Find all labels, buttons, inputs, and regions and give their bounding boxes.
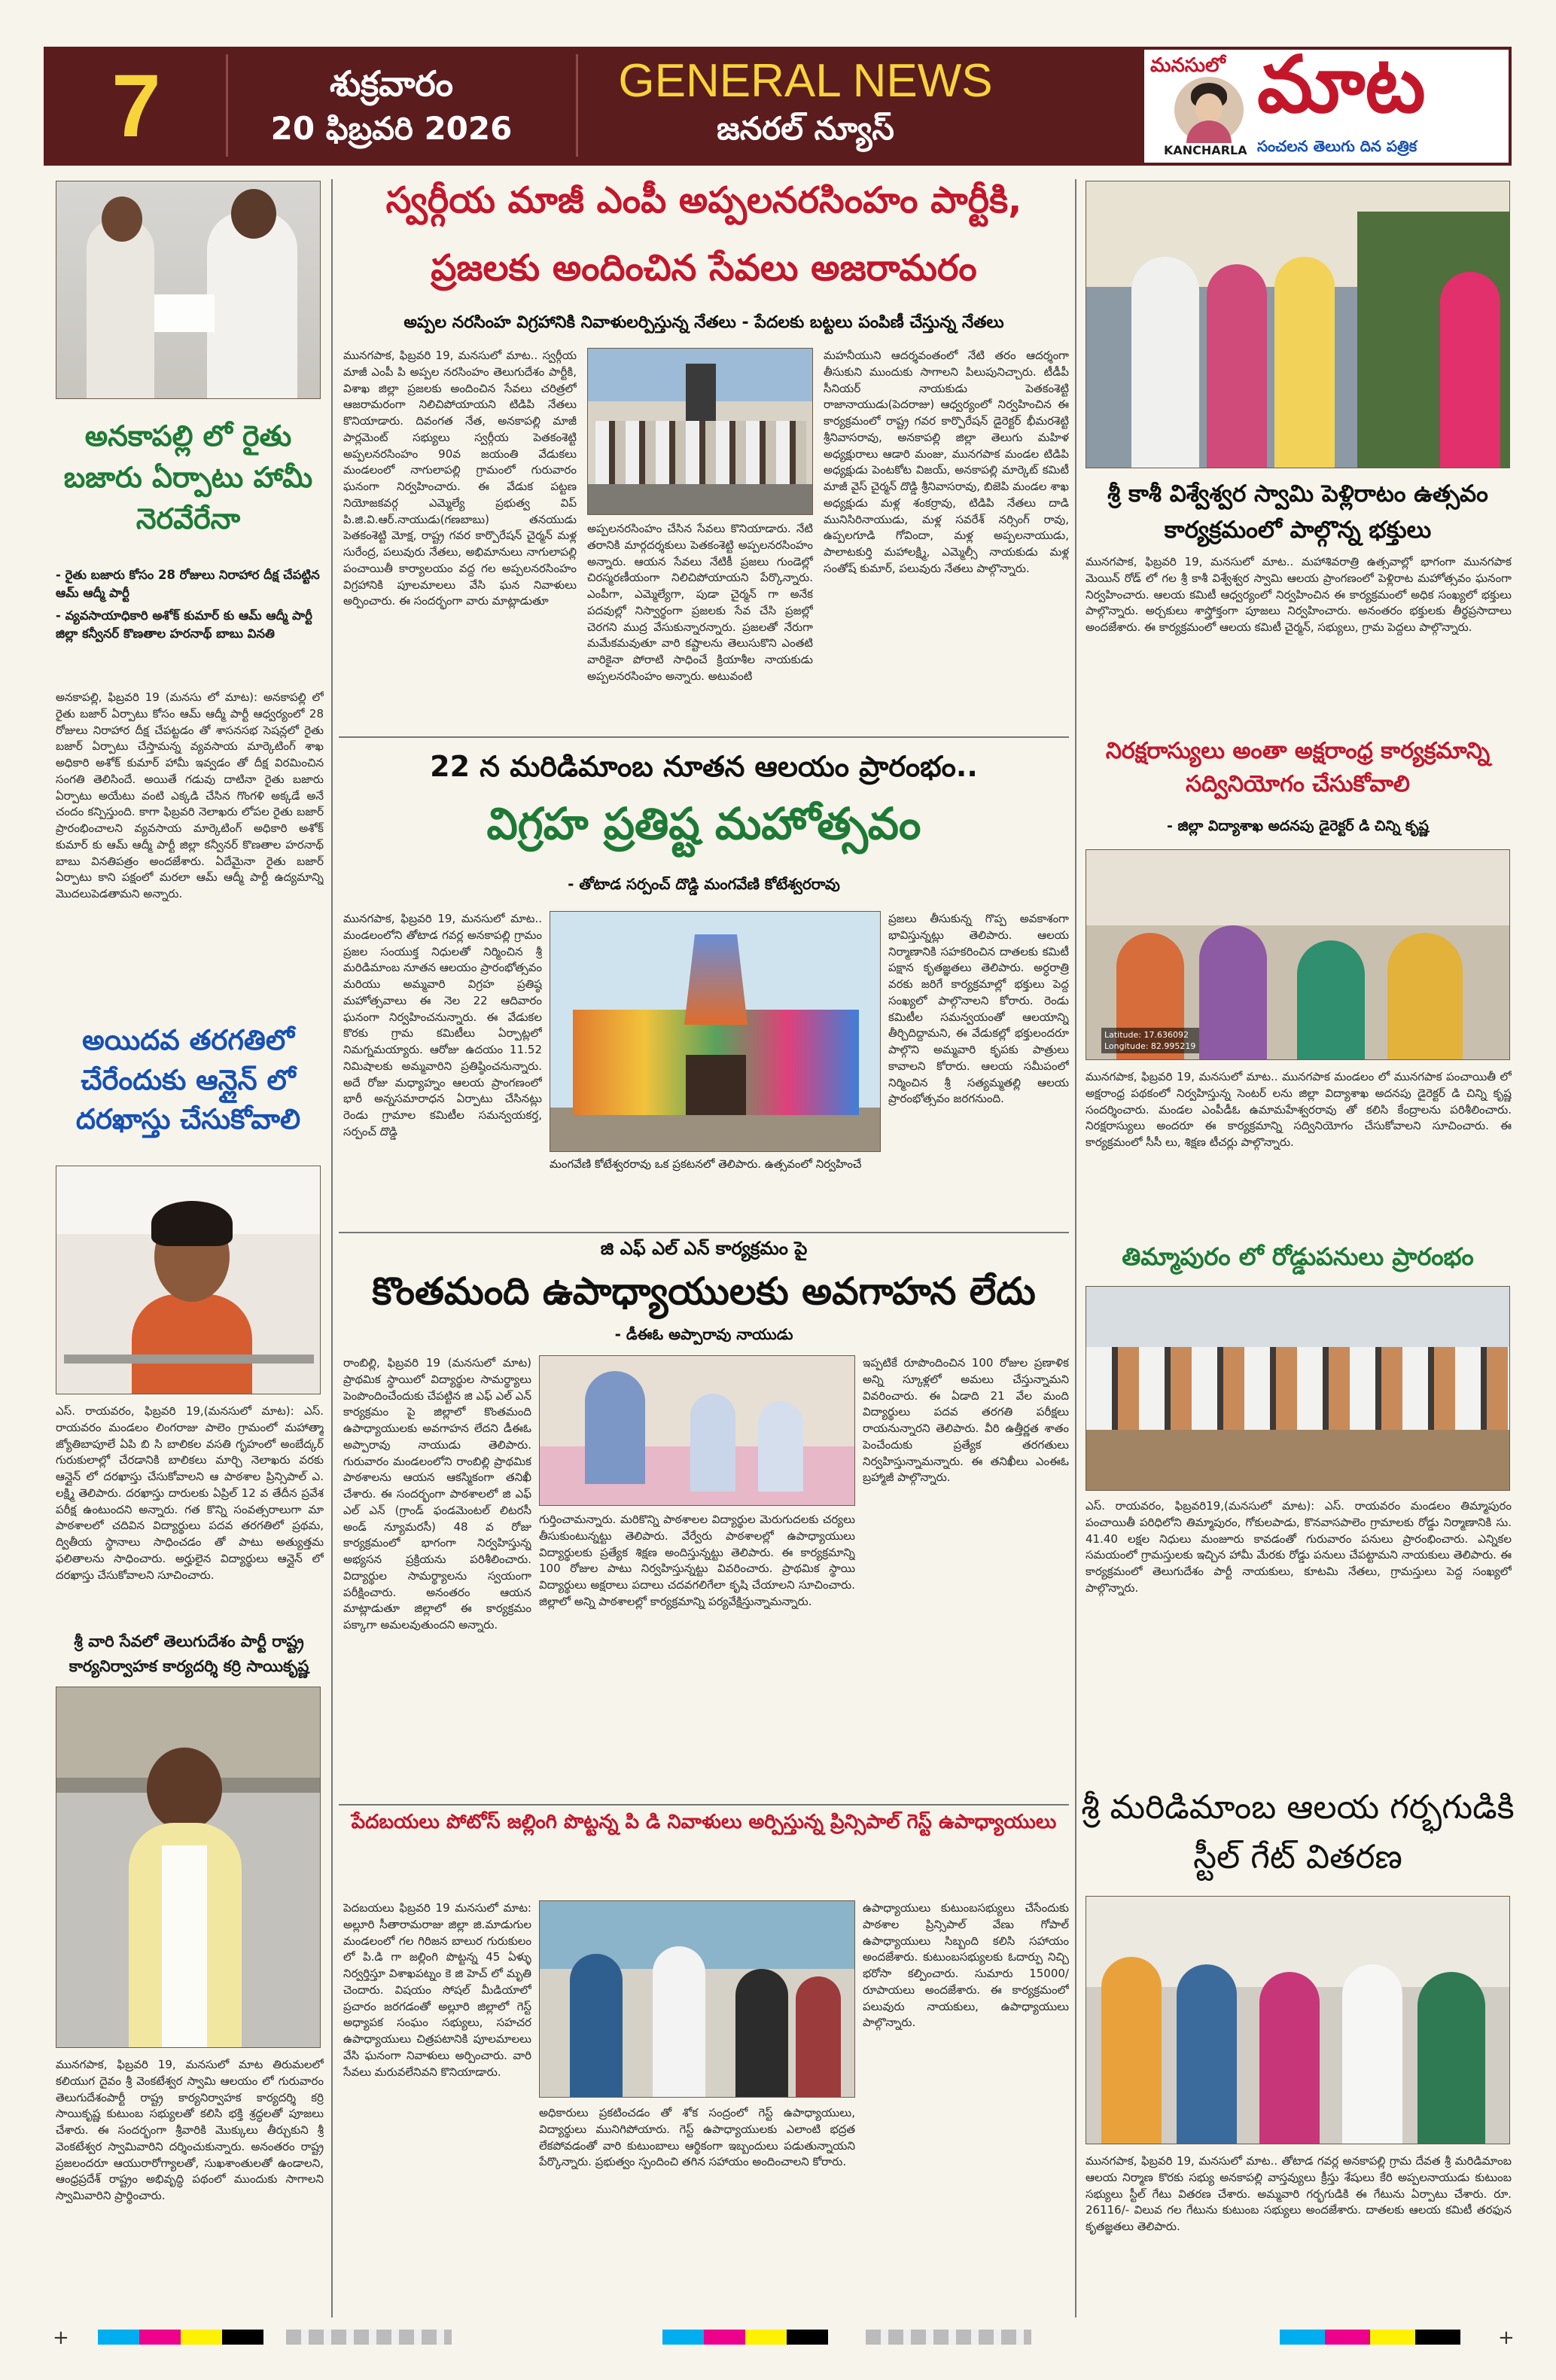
photo-gps-stamp: Latitude: 17.636092 Longitude: 82.995219 <box>1101 1028 1199 1053</box>
deo-body-right: ఇప్పటికే రూపొందించిన 100 రోజుల ప్రణాళిక అన్ని స్కూళ్లలో అమలు చేస్తున్నామని వివరించారు. ఈ ఏడాది 21 వేల మంది విద్యార్థులు పదవ తరగతి పరీక్షలు రాయనున్నారని తెలిపారు. వీరి ఉత్తీర్ణత శాతం పెంచేందుకు ప్రత్యేక తరగతులు నిర్వహిస్తున్నామన్నారు. ఈ తనిఖీలు ఎంఈఓ బ్రహ్మాజీ పాల్గొన్నారు. <box>863 1356 1069 1485</box>
section-title-en: GENERAL NEWS <box>618 55 993 107</box>
temple-body-left: మునగపాక, ఫిబ్రవరి 19, మనసులో మాట.. మండలంలోని తోటాడ గవర్ల అనకాపల్లి గ్రామం ప్రజల సంయుక్త నిధులతో నిర్మించిన శ్రీ మరిడిమాంబ నూతన ఆలయం ప్రారంభోత్సవం మరియు అమ్మవారి విగ్రహ ప్రతిష్ఠ మహోత్సవాలు ఈ నెల 22 ఆదివారం ఘనంగా నిర్వహించనున్నారు. ఈ వేడుకల కొరకు గ్రామ కమిటీలు ఏర్పాట్లలో నిమగ్నమయ్యారు. ఆరోజు ఉదయం 11.52 నిమిషాలకు అమ్మవారిని ప్రతిష్ఠించనున్నారు. అదే రోజు మధ్యాహ్నం ఆలయ ప్రాంగణంలో భారీ అన్నసమారాధన ఏర్పాటు చేసినట్లు రెండు గ్రామాల కమిటీల సమన్వయకర్త, సర్పంచ్ దొడ్డి <box>343 912 542 1138</box>
color-bar <box>662 2330 828 2345</box>
lead-body-right: మహనీయుని ఆదర్శవంతంలో నేటి తరం ఆదర్శంగా తీసుకుని ముందుకు సాగాలని పిలుపునిచ్చారు. టీడీపీ సీనియర్ నాయకుడు పెతకంశెట్టి రాజానాయుడు(పెదరాజు) ఆధ్వర్యంలో నిర్వహించిన ఈ కార్యక్రమంలో రాష్ట్ర గవర కార్పొరేషన్ డైరెక్టర్ భీమరశెట్టి శ్రీనివాసరావు, అనకాపల్లి జిల్లా తెలుగు మహిళ అధ్యక్షురాలు ఆడారి మంజు, మునగపాక మండల టిడిపి అధ్యక్షుడు పెంటకోట విజయ్, అనకాపల్లి మార్కెట్ కమిటీ మాజీ వైస్ చైర్మన్ దొడ్డి శ్రీనివాసరావు, బిజెపి మండల శాఖ అధ్యక్షుడు మళ్ల శంకర్రావు, టిడిపి నేతలు దాడి మునిసిరినాయుడు, మళ్ల సవరేశ్ నర్సింగ్ రావు, ఉప్పలగూడి గోవిందా, మళ్ల అప్పలనాయుడు, పాలాటకుర్తి మహాలక్ష్మి, ఎమ్మెల్సీ నాయకుడు మళ్ల సంతోష్ కుమార్, పలువురు నేతలు పాల్గొన్నారు. <box>824 349 1069 575</box>
issue-date: 20 ఫిబ్రవరి 2026 <box>270 110 513 147</box>
left-photo-1 <box>56 181 321 399</box>
right-headline-3: తిమ్మాపురం లో రోడ్డుపనులు ప్రారంభం <box>1122 1242 1474 1271</box>
tribute-body-mid: అధికారులు ప్రకటించడం తో శోక సంద్రంలో గెస్ట్ ఉపాధ్యాయులు, విద్యార్థులు మునిగిపోయారు. గెస్ట్ ఉపాధ్యాయులకు ఎలాంటి భద్రత లేకపోవడంతో వారి కుటుంబాలు ఆర్థికంగా ఇబ్బందులు పడుతున్నాయని పేర్కొన్నారు. ప్రభుత్వం స్పందించి తగిన సహాయం అందించాలని కోరారు. <box>539 2106 855 2169</box>
left-body-1: అనకాపల్లి, ఫిబ్రవరి 19 (మనసు లో మాట): అనకాపల్లి లో రైతు బజార్ ఏర్పాటు కోసం ఆమ్ ఆద్మీ పార్టీ ఆధ్వర్యంలో 28 రోజులు నిరాహార దీక్ష చేపట్టడం తో శాసనసభ సెషన్లలో రైతు బజార్ ఏర్పాటు చేస్తామన్న వ్యవసాయ మార్కెటింగ్ శాఖ అధికారి అశోక్ కుమార్ హామీ ఇవ్వడం తో దీక్ష విరమించిన సంగతి తెలిసిందే. అయితే గడువు దాటినా రైతు బజారు ఏర్పాటు అయేటు వంటి ఎక్కడి చేసిన గొంగళి అక్కడే అనే చందం కన్పిస్తుంది. కాగా ఫిబ్రవరి నెలాఖరు లోపల రైతు బజార్ ప్రారంభించాలని వ్యవసాయ మార్కెటింగ్ అధికారి అశోక్ కుమార్ కు ఆమ్ ఆద్మీ పార్టీ జిల్లా కన్వీనర్ కొణతాల హరనాథ్ బాబు వినతిపత్రం అందజేశారు. ఏదేమైనా రైతు బజార్ ఏర్పాటు కాని పక్షంలో మరలా ఆమ్ ఆద్మీ పార్టీ ఉద్యమాన్ని మొదలుపెడతామని అన్నారు. <box>56 690 324 900</box>
deo-body-mid: గుర్తించామన్నారు. మరికొన్ని పాఠశాలల విద్యార్థుల మెరుగుదలకు చర్యలు తీసుకుంటున్నట్టు తెలిపారు. వేర్వేరు పాఠశాలల్లో ఉపాధ్యాయులు విద్యార్థులకు ప్రత్యేక శిక్షణ అందిస్తున్నట్టు తెలిపారు. ఈ కార్యక్రమాన్ని 100 రోజుల పాటు నిర్వహిస్తున్నట్టు వివరించారు. ప్రాథమిక స్థాయి విద్యార్థులు అక్షరాలు పదాలు చదవగలిగేలా కృషి చేయాలని సూచించారు. జిల్లాలో అన్ని పాఠశాలల్లో కార్యక్రమాన్ని పర్యవేక్షిస్తున్నామన్నారు. <box>539 1513 855 1608</box>
tribute-headline: పేదబయలు పోటోస్ జల్లింగి పొట్టన్న పి డి నివాళులు అర్పిస్తున్న ప్రిన్సిపాల్ గెస్ట్ ఉపాధ్యాయులు <box>351 1811 1057 1833</box>
left-bullet-1: - రైతు బజారు కోసం 28 రోజులు నిరాహార దీక్ష చేపట్టిన ఆమ్ ఆద్మీ పార్టీ <box>56 568 320 600</box>
logo-portrait <box>1174 77 1244 143</box>
right-byline-2: - జిల్లా విద్యాశాఖ అదనపు డైరెక్టర్ డి చిన్ని కృష్ణ <box>1167 818 1429 834</box>
logo-small-text: మనసులో <box>1150 54 1226 77</box>
deo-photo <box>539 1355 855 1506</box>
page-number: 7 <box>111 56 161 156</box>
right-body-4: మునగపాక, ఫిబ్రవరి 19, మనసులో మాట.. తోటాడ గవర్ల అనకాపల్లి గ్రామ దేవత శ్రీ మరిడిమాంబ ఆలయ నిర్మాణ కొరకు సభ్యు అనకాపల్లి వాస్తవ్యులు క్రీస్తు శేషులు కేరి అప్పలనాయుడు కుటుంబ సభ్యులు స్టీల్ గేటు వితరణ చేశారు. అమ్మవారి గర్భగుడికి ఈ గేటును ఏర్పాటు చేశారు. రూ. 26116/- విలువ గల గేటును కుటుంబ సభ్యులు అందజేశారు. దాతలకు ఆలయ కమిటీ తరఫున కృతజ్ఞతలు తెలిపారు. <box>1086 2154 1512 2233</box>
tribute-photo <box>539 1900 855 2098</box>
lead-body-left: మునగపాక, ఫిబ్రవరి 19, మనసులో మాట.. స్వర్గీయ మాజీ ఎంపీ పి అప్పల నరసింహం తెలుగుదేశం పార్టీకి, విశాఖ జిల్లా ప్రజలకు అందించిన సేవలు చరిత్రలో ఆజరామరంగా నిలిచిపోయాయని టిడిపి నేతలు కొనియాడారు. దివంగత నేత, అనకాపల్లి మాజీ పార్లమెంట్ సభ్యులు స్వర్గీయ పెతకంశెట్టి అప్పలనరసింహం 90వ జయంతి వేడుకలు మండలంలో నాగులాపల్లి గ్రామంలో గురువారం ఘనంగా నిర్వహించారు. ఈ వేడుక పట్టణ నియోజకవర్గ ఎమ్మెల్యే ప్రభుత్వ విప్ పి.జి.వి.ఆర్.నాయుడు(గణబాబు) తనయుడు పెతకంశెట్టి మోక్ష, రాష్ట్ర గవర కార్పొరేషన్ చైర్మన్ మళ్ల సురేంద్ర, పలువురు నేతలు, అభిమానులు నాగులాపల్లి పంచాయితీ కార్యాలయం వద్ద గల అప్పలనరసింహం విగ్రహానికి పూలమాలలు వేసి ఘన నివాళులు అర్పించారు. ఈ సందర్భంగా వారు మాట్లాడుతూ <box>343 349 577 608</box>
right-body-2: మునగపాక, ఫిబ్రవరి 19, మనసులో మాట.. మునగపాక మండలం లో మునగపాక పంచాయితీ లో అక్షరాంధ్ర పథకంలో నిర్వహిస్తున్న సెంటర్ లను జిల్లా విద్యాశాఖ అదనపు డైరెక్టర్ డి చిన్ని కృష్ణ సందర్శించారు. మండల ఎంపీడీఓ ఉమామహేశ్వరరావు తో కలిసి కేంద్రాలను పరిశీలించారు. నిరక్షరాస్యులు అందరూ ఈ కార్యక్రమాన్ని సద్వినియోగం చేసుకోవాలని సూచించారు. ఈ కార్యక్రమంలో సీసీ లు, శిక్షణ టీచర్లు పాల్గొన్నారు. <box>1086 1070 1512 1149</box>
left-body-3: మునగపాక, ఫిబ్రవరి 19, మనసులో మాట తిరుమలలో కలియుగ దైవం శ్రీ వెంకటేశ్వర స్వామి ఆలయం లో గురువారం తెలుగుదేశంపార్టీ రాష్ట్ర కార్యనిర్వాహక కార్యదర్శి కర్రి సాయికృష్ణ కుటుంబ సభ్యులతో కలిసి భక్తి శ్రద్ధలతో పూజలు చేశారు. ఈ సందర్భంగా శ్రీవారికి మొక్కులు తీర్చుకుని శ్రీ వెంకటేశ్వర స్వామివారిని దర్శించుకున్నారు. అనంతరం రాష్ట్ర ప్రజలందరూ ఆయురారోగ్యాలతో, సుఖశాంతులతో ఉండాలని, ఆంధ్రప్రదేశ్ రాష్ట్రం అభివృద్ధి పథంలో ముందుకు సాగాలని స్వామివారిని ప్రార్థించారు. <box>56 2058 324 2202</box>
lead-headline-line1: స్వర్గీయ మాజీ ఎంపీ అప్పలనరసింహం పార్టీకి, <box>385 179 1022 221</box>
right-photo-1 <box>1086 181 1510 468</box>
deo-kicker: జి ఎఫ్ ఎల్ ఎన్ కార్యక్రమం పై <box>600 1238 808 1259</box>
column-rule <box>331 179 333 2318</box>
left-headline-3: శ్రీ వారి సేవలో తెలుగుదేశం పార్టీ రాష్ట్ర కార్యనిర్వాహక కార్యదర్శి కర్రి సాయికృష్ణ <box>69 1632 309 1675</box>
left-body-2: ఎస్. రాయవరం, ఫిబ్రవరి 19,(మనసులో మాట): ఎస్. రాయవరం మండలం లింగరాజు పాలెం గ్రామంలో మహాత్మా జ్యోతిబాపూలే ఏపి బి సి బాలికల వసతి గృహంలో అంబేద్కర్ గురుకులాల్లో చేరడానికి బాలికలు మార్చి నెలాఖరు వరకు ఆన్లైన్ లో దరఖాస్తు చేసుకోవాలని ఆ పాఠశాల ప్రిన్సిపాల్ ఎ. లక్ష్మి తెలిపారు. దరఖాస్తు దారులకు ఏప్రిల్ 12 వ తేదీన ప్రవేశ పరీక్ష ఉంటుందని అన్నారు. గత కొన్ని సంవత్సరాలుగా మా పాఠశాలలో చదివిన విద్యార్థులు పదవ తరగతిలో ప్రథమ, ద్వితీయ స్థానాలు సాధించడం తో పాటు అత్యుత్తమ ఫలితాలను సాధించారు. అర్హులైన విద్యార్థులు ఆన్లైన్ లో దరఖాస్తు చేసుకోవాలని సూచించారు. <box>56 1404 324 1582</box>
temple-photo <box>550 911 881 1152</box>
temple-body-right: ప్రజలు తీసుకున్న గొప్ప అవకాశంగా భావిస్తున్నట్లు తెలిపారు. ఆలయ నిర్మాణానికి సహకరించిన దాతలకు కమిటీ పక్షాన కృతజ్ఞతలు తెలిపారు. అర్ధరాత్రి వరకు జరిగే కార్యక్రమాల్లో భక్తులు పెద్ద సంఖ్యలో పాల్గొనాలని కోరారు. రెండు కమిటీల సమన్వయంతో ఆలయాన్ని తీర్చిదిద్దామని, ఈ వేడుకల్లో భక్తులందరూ పాల్గొని అమ్మవారి కృపకు పాత్రులు కావాలని కోరారు. ఆలయ సమీపంలో నిర్మించిన శ్రీ సత్యమ్మతల్లి ఆలయ ప్రారంభోత్సవం జరగనుంది. <box>888 912 1069 1106</box>
grey-bar <box>286 2330 452 2345</box>
temple-kicker: 22 న మరిడిమాంబ నూతన ఆలయం ప్రారంభం.. <box>430 750 978 783</box>
column-rule <box>1075 179 1076 2318</box>
logo-tagline: సంచలన తెలుగు దిన పత్రిక <box>1257 137 1417 155</box>
left-headline-1: అనకాపల్లి లో రైతు బజారు ఏర్పాటు హామీ నెరవేరేనా <box>63 419 313 536</box>
right-photo-4 <box>1086 1896 1510 2144</box>
crop-mark-left: + <box>53 2327 69 2349</box>
right-headline-4: శ్రీ మరిడిమాంబ ఆలయ గర్భగుడికి స్టీల్ గేట్ వితరణ <box>1081 1788 1515 1876</box>
temple-byline: - తోటాడ సర్పంచ్ దొడ్డి మంగవేణి కోటేశ్వరరావు <box>568 875 840 893</box>
right-body-3: ఎస్. రాయవరం, ఫిబ్రవరి19,(మనసులో మాట): ఎస్. రాయవరం మండలం తిమ్మాపురం పంచాయితీ పరిధిలోని తిమ్మాపురం, గోకులపాడు, కొనవాసపాలెం గ్రామాలకు రోడ్డు నిర్మాణానికి సు. 41.40 లక్షల నిధులు మంజూరు కావడంతో గురువారం పనులు ప్రారంభించారు. ఎన్నికల సమయంలో గ్రామస్తులకు ఇచ్చిన హామీ మేరకు రోడ్డు పనులు చేపట్టామని నాయకులు తెలిపారు. ఈ కార్యక్రమంలో తెలుగుదేశం పార్టీ నాయకులు, కూటమి నేతలు, గ్రామస్తులు పెద్ద సంఖ్యలో పాల్గొన్నారు. <box>1086 1499 1512 1595</box>
masthead-divider <box>576 54 578 157</box>
right-photo-2 <box>1086 849 1510 1060</box>
newspaper-logo[interactable] <box>1144 38 1509 163</box>
lead-headline-line2: ప్రజలకు అందించిన సేవలు అజరామరం <box>431 247 977 289</box>
right-headline-1: శ్రీ కాశీ విశ్వేశ్వర స్వామి పెళ్లిరాటం ఉత్సవం కార్యక్రమంలో పాల్గొన్న భక్తులు <box>1107 480 1488 544</box>
grey-bar <box>866 2330 1031 2345</box>
right-photo-3 <box>1086 1286 1510 1491</box>
section-rule <box>339 1804 1069 1806</box>
section-rule <box>339 1232 1069 1233</box>
section-title-te: జనరల్ న్యూస్ <box>717 110 894 147</box>
right-body-1: మునగపాక, ఫిబ్రవరి 19, మనసులో మాట.. మహాశివరాత్రి ఉత్సవాల్లో భాగంగా మునగపాక మెయిన్ రోడ్ లో గల శ్రీ కాశీ విశ్వేశ్వర స్వామి ఆలయ ప్రాంగణంలో పెళ్లిరాట మహోత్సవం ఘనంగా నిర్వహించారు. ఆలయ కమిటీ ఆధ్వర్యంలో నిర్వహించిన ఈ కార్యక్రమంలో అధిక సంఖ్యలో భక్తులు పాల్గొన్నారు. అర్చకులు శాస్త్రోక్తంగా పూజలు నిర్వహించారు. అనంతరం భక్తులకు తీర్థప్రసాదాలు అందజేశారు. ఈ కార్యక్రమంలో ఆలయ కమిటీ చైర్మన్, సభ్యులు, గ్రామ పెద్దలు పాల్గొన్నారు. <box>1086 555 1512 634</box>
logo-title: మాట <box>1257 38 1426 130</box>
left-photo-2 <box>56 1166 321 1394</box>
deo-headline: కొంతమంది ఉపాధ్యాయులకు అవగాహన లేదు <box>372 1269 1036 1313</box>
deo-body-left: రాంబిల్లి, ఫిబ్రవరి 19 (మనసులో మాట) ప్రాథమిక స్థాయిలో విద్యార్థుల సామర్థ్యాలు పెంపొందించేందుకు చేపట్టిన జి ఎఫ్ ఎల్ ఎన్ కార్యక్రమం పై జిల్లాలో కొంతమంది ఉపాధ్యాయులకు అవగాహన లేదని డీఈఓ అప్పారావు నాయుడు తెలిపారు. గురువారం మండలంలోని రాంబిల్లి ప్రాథమిక పాఠశాలను ఆయన ఆకస్మికంగా తనిఖీ చేశారు. ఈ సందర్భంగా పాఠశాలలో జి ఎఫ్ ఎల్ ఎన్ (గ్రాండ్ ఫండమెంటల్ లిటరసీ అండ్ న్యూమరసీ) 48 వ రోజు కార్యక్రమంలో భాగంగా నిర్వహిస్తున్న అభ్యసన ప్రక్రియను పరిశీలించారు. విద్యార్థుల సామర్థ్యాలను స్వయంగా పరీక్షించారు. అనంతరం ఆయన మాట్లాడుతూ జిల్లాలో ఈ కార్యక్రమం పక్కాగా అమలవుతుందని అన్నారు. <box>343 1356 531 1632</box>
lead-subhead: అప్పల నరసింహ విగ్రహానికి నివాళులర్పిస్తున్న నేతలు - పేదలకు బట్టలు పంపిణీ చేస్తున్న నేతలు <box>403 313 1004 332</box>
crop-mark-right: + <box>1498 2327 1515 2349</box>
lead-body-mid: అప్పలనరసింహం చేసిన సేవలు కొనియాడారు. నేటి తరానికి మార్గదర్శకులు పెతకంశెట్టి అప్పలనరసింహం అన్నారు. ఆయన సేవలు నేటికీ ప్రజలు గుండెల్లో చిరస్మరణీయంగా నిలిచిపోయాయని పేర్కొన్నారు. ఎంపీగా, ఎమ్మెల్యేగా, పుడా చైర్మన్ గా అనేక పదవుల్లో నిస్వార్థంగా ప్రజలకు సేవ చేసి ప్రజల్లో చెరగని ముద్ర వేసుకున్నారన్నారు. ప్రజలతో నేరుగా మమేకమవుతూ వారి కష్టాలను తెలుసుకొని ఎంతటి వారికైనా పోరాటి సాధించే క్రియాశీల నాయకుడు అప్పలనరసింహం అన్నారు. అటువంటి <box>587 522 813 683</box>
left-bullet-2: - వ్యవసాయాధికారి అశోక్ కుమార్ కు ఆమ్ ఆద్మీ పార్టీ జిల్లా కన్వీనర్ కొణతాల హరనాథ్ బాబు వినతి <box>56 608 312 641</box>
temple-photo-caption: మంగవేణి కోటేశ్వరరావు ఒక ప్రకటనలో తెలిపారు. ఉత్సవంలో నిర్వహించే <box>550 1157 862 1171</box>
section-rule <box>339 736 1069 738</box>
color-bar <box>1280 2330 1460 2345</box>
issue-day: శుక్రవారం <box>329 63 454 104</box>
logo-person-name: KANCHARLA <box>1164 143 1247 157</box>
right-headline-2: నిరక్షరాస్యులు అంతా అక్షరాంధ్ర కార్యక్రమాన్ని సద్వినియోగం చేసుకోవాలి <box>1105 738 1491 797</box>
lead-photo <box>587 348 813 515</box>
tribute-body-right: ఉపాధ్యాయులు కుటుంబసభ్యులు చేసేందుకు పాఠశాల ప్రిన్సిపాల్ వేణు గోపాల్ ఉపాధ్యాయులు సిబ్బంది కలిసి సహాయం అందజేశారు. కుటుంబసభ్యులకు ఓదార్పు నిచ్చి భరోసా కల్పించారు. సుమారు 15000/రూపాయలు అందజేశారు. ఈ కార్యక్రమంలో పలువురు నాయకులు, ఉపాధ్యాయులు పాల్గొన్నారు. <box>863 1901 1069 2030</box>
left-photo-3 <box>56 1687 321 2048</box>
deo-byline: - డీఈఓ అప్పారావు నాయుడు <box>614 1325 793 1343</box>
tribute-body-left: పెదబయలు ఫిబ్రవరి 19 మనసులో మాట: అల్లూరి సీతారామరాజు జిల్లా జి.మాడుగుల మండలంలో గల గిరిజన బాలుర గురుకులం లో పి.డి గా జల్లింగి పొట్టన్న 45 ఏళ్ళు నిర్వర్తిస్తూ విశాఖపట్నం కె జి హెచ్ లో మృతి చెందారు. విషయం సోషల్ మీడియాలో ప్రచారం జరగడంతో అల్లూరి జిల్లాలో గెస్ట్ అధ్యాపక సంఘం సభ్యులు, సహచర ఉపాధ్యాయులు చిత్రపటానికి పూలమాలలు వేసి ఘనంగా నివాళులు అర్పించారు. వారి సేవలు మరువలేనివని కొనియాడారు. <box>343 1901 531 2079</box>
color-bar <box>98 2330 263 2345</box>
left-headline-2: అయిదవ తరగతిలో చేరేందుకు ఆన్లైన్ లో దరఖాస్తు చేసుకోవాలి <box>75 1024 301 1136</box>
temple-headline: విగ్రహ ప్రతిష్ట మహోత్సవం <box>486 798 921 849</box>
